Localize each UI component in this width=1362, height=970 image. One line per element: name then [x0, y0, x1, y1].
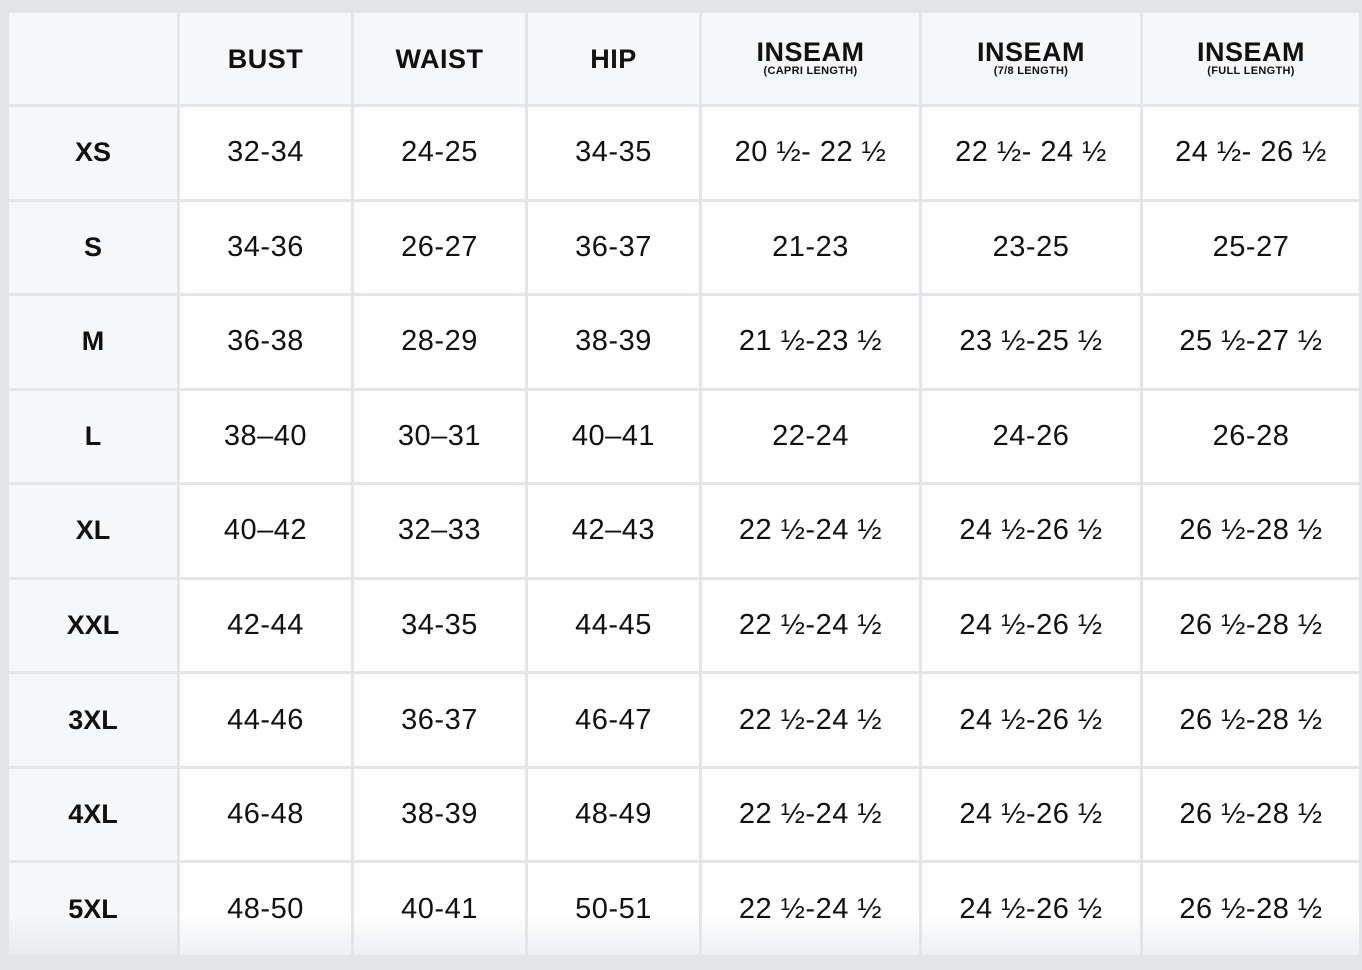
measurement-cell: 36-38 [180, 296, 351, 388]
measurement-cell: 24 ½- 26 ½ [1143, 107, 1359, 199]
measurement-cell: 28-29 [354, 296, 525, 388]
table-row [9, 296, 1359, 388]
column-header-label: INSEAM [756, 37, 865, 67]
size-label: XS [9, 107, 177, 199]
column-header-label: HIP [590, 43, 637, 74]
measurement-cell: 21-23 [702, 202, 919, 294]
column-header-sublabel: (7/8 LENGTH) [993, 65, 1069, 77]
measurement-cell: 23-25 [922, 202, 1140, 294]
column-header [1143, 13, 1359, 104]
measurement-cell: 36-37 [528, 202, 699, 294]
measurement-cell: 23 ½-25 ½ [922, 296, 1140, 388]
measurement-cell: 26-28 [1143, 391, 1359, 483]
table-row [9, 674, 1359, 766]
table-row [9, 391, 1359, 483]
column-header-label: INSEAM [1196, 37, 1305, 67]
measurement-cell: 32–33 [354, 485, 525, 577]
measurement-cell: 42–43 [528, 485, 699, 577]
size-label: 5XL [9, 863, 177, 955]
measurement-cell: 38-39 [354, 769, 525, 861]
table-row [9, 485, 1359, 577]
measurement-cell: 26 ½-28 ½ [1143, 580, 1359, 672]
size-label: XL [9, 485, 177, 577]
measurement-cell: 30–31 [354, 391, 525, 483]
size-label: M [9, 296, 177, 388]
measurement-cell: 46-48 [180, 769, 351, 861]
measurement-cell: 22 ½-24 ½ [702, 485, 919, 577]
measurement-cell: 44-46 [180, 674, 351, 766]
measurement-cell: 48-49 [528, 769, 699, 861]
size-chart-frame [6, 10, 1354, 958]
measurement-cell: 22 ½-24 ½ [702, 674, 919, 766]
column-header [180, 13, 351, 104]
measurement-cell: 50-51 [528, 863, 699, 955]
measurement-cell: 26 ½-28 ½ [1143, 485, 1359, 577]
measurement-cell: 36-37 [354, 674, 525, 766]
measurement-cell: 34-36 [180, 202, 351, 294]
measurement-cell: 40-41 [354, 863, 525, 955]
column-header-sublabel: (CAPRI LENGTH) [763, 65, 858, 77]
table-row [9, 769, 1359, 861]
measurement-cell: 40–42 [180, 485, 351, 577]
column-header-sublabel: (FULL LENGTH) [1207, 65, 1295, 77]
measurement-cell: 22 ½-24 ½ [702, 769, 919, 861]
size-label: 3XL [9, 674, 177, 766]
column-header [702, 13, 919, 104]
measurement-cell: 24 ½-26 ½ [922, 863, 1140, 955]
size-label: 4XL [9, 769, 177, 861]
measurement-cell: 38-39 [528, 296, 699, 388]
measurement-cell: 22-24 [702, 391, 919, 483]
measurement-cell: 46-47 [528, 674, 699, 766]
measurement-cell: 42-44 [180, 580, 351, 672]
table-row [9, 202, 1359, 294]
measurement-cell: 32-34 [180, 107, 351, 199]
measurement-cell: 24 ½-26 ½ [922, 769, 1140, 861]
measurement-cell: 34-35 [528, 107, 699, 199]
size-label: S [9, 202, 177, 294]
corner-cell [9, 13, 177, 104]
column-header [528, 13, 699, 104]
column-header [354, 13, 525, 104]
measurement-cell: 24-25 [354, 107, 525, 199]
table-body [9, 107, 1359, 955]
column-header-label: BUST [227, 43, 304, 74]
column-header-label: WAIST [395, 43, 484, 74]
column-header-label: INSEAM [976, 37, 1085, 67]
measurement-cell: 20 ½- 22 ½ [702, 107, 919, 199]
measurement-cell: 44-45 [528, 580, 699, 672]
measurement-cell: 24 ½-26 ½ [922, 580, 1140, 672]
size-chart-table [6, 10, 1362, 958]
measurement-cell: 40–41 [528, 391, 699, 483]
measurement-cell: 24 ½-26 ½ [922, 674, 1140, 766]
measurement-cell: 21 ½-23 ½ [702, 296, 919, 388]
measurement-cell: 26-27 [354, 202, 525, 294]
header-row [9, 13, 1359, 104]
measurement-cell: 22 ½-24 ½ [702, 580, 919, 672]
table-row [9, 107, 1359, 199]
measurement-cell: 26 ½-28 ½ [1143, 674, 1359, 766]
measurement-cell: 38–40 [180, 391, 351, 483]
column-header [922, 13, 1140, 104]
size-label: L [9, 391, 177, 483]
measurement-cell: 25-27 [1143, 202, 1359, 294]
measurement-cell: 48-50 [180, 863, 351, 955]
measurement-cell: 24 ½-26 ½ [922, 485, 1140, 577]
size-label: XXL [9, 580, 177, 672]
table-row [9, 580, 1359, 672]
table-row [9, 863, 1359, 955]
measurement-cell: 22 ½- 24 ½ [922, 107, 1140, 199]
measurement-cell: 25 ½-27 ½ [1143, 296, 1359, 388]
measurement-cell: 26 ½-28 ½ [1143, 863, 1359, 955]
measurement-cell: 26 ½-28 ½ [1143, 769, 1359, 861]
measurement-cell: 34-35 [354, 580, 525, 672]
measurement-cell: 22 ½-24 ½ [702, 863, 919, 955]
measurement-cell: 24-26 [922, 391, 1140, 483]
